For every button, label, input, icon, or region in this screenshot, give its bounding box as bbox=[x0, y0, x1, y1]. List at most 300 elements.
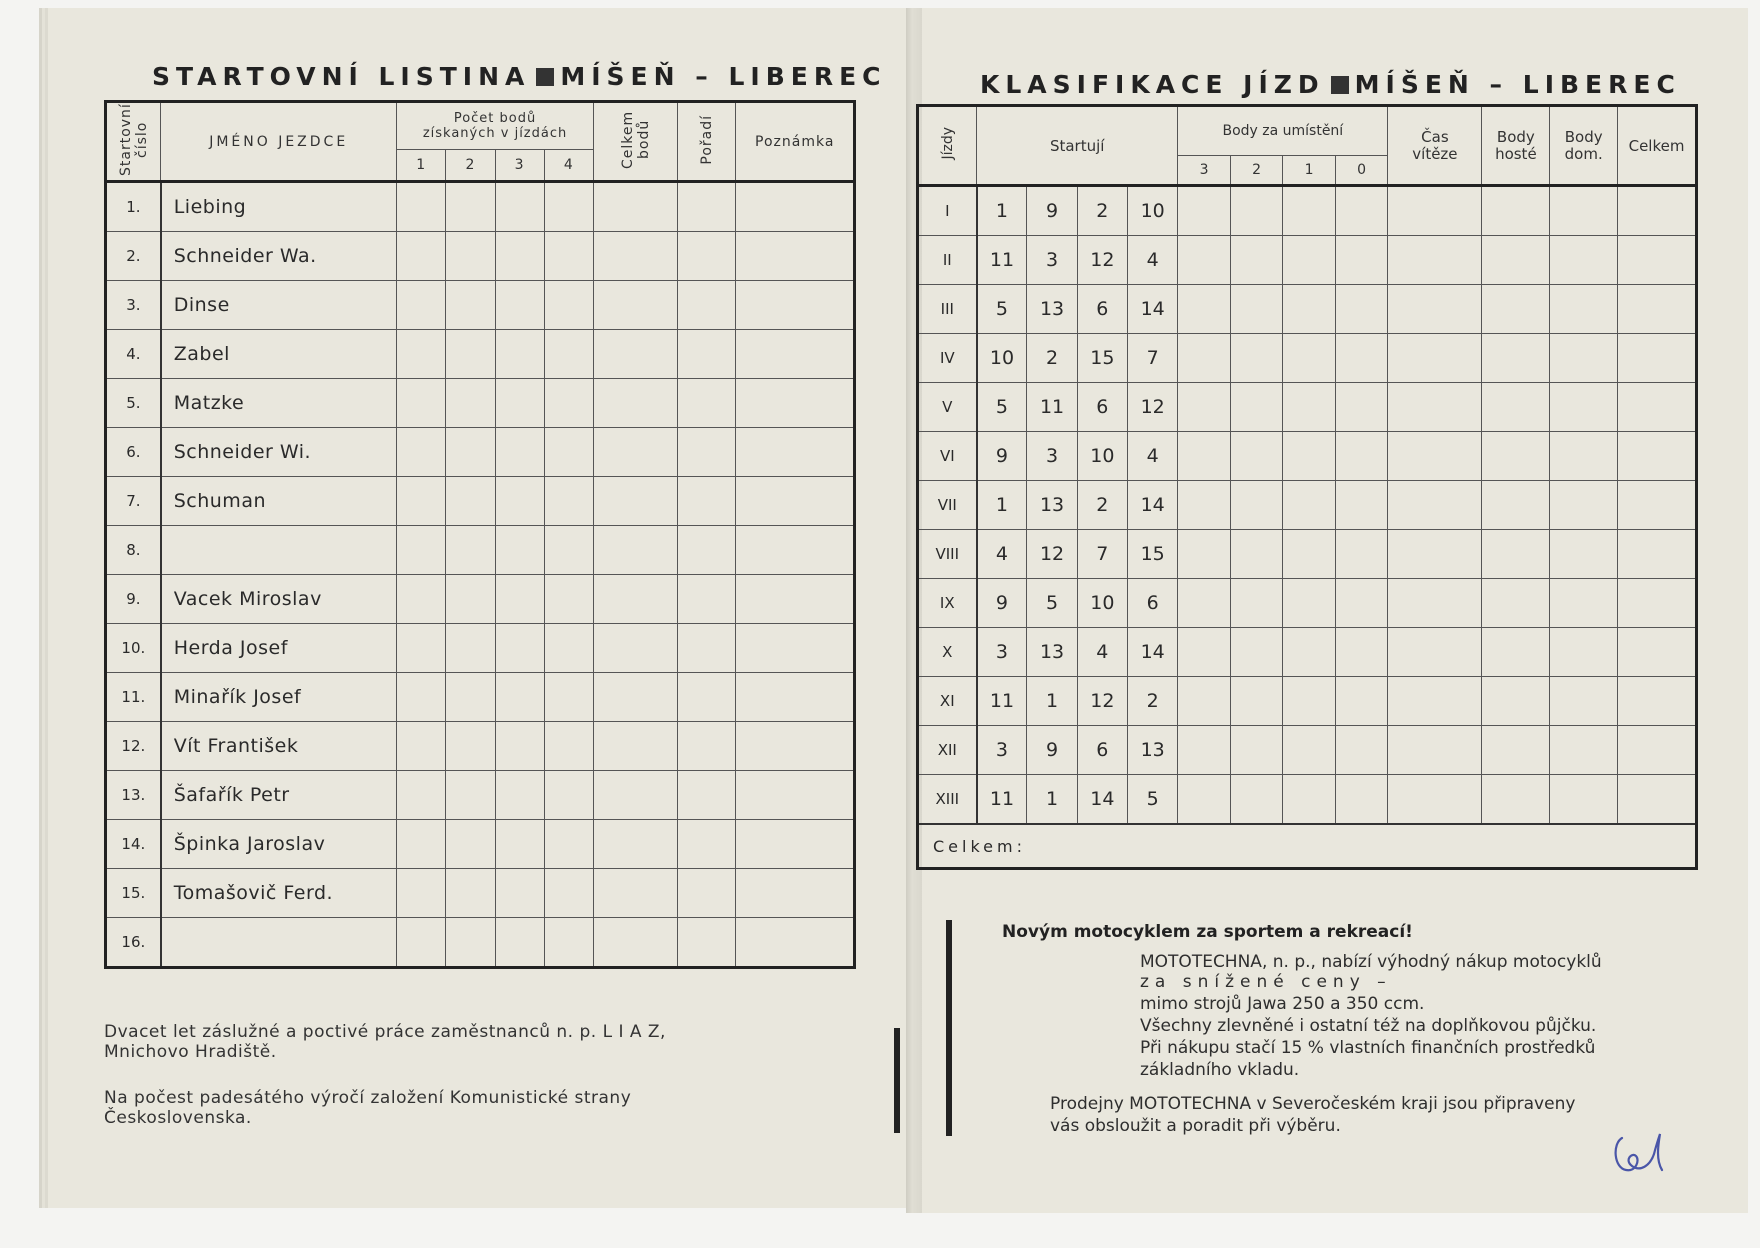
result-cell bbox=[1283, 334, 1336, 383]
header-starters: Startují bbox=[977, 106, 1178, 186]
heat-points-cell bbox=[446, 477, 495, 526]
starter-cell: 2 bbox=[1027, 334, 1077, 383]
result-cell bbox=[1618, 677, 1697, 726]
result-cell bbox=[1335, 628, 1388, 677]
note-cell bbox=[736, 428, 855, 477]
classification-title-place: MÍŠEŇ – LIBEREC bbox=[1354, 70, 1681, 99]
heat-points-cell bbox=[495, 182, 544, 232]
result-cell bbox=[1178, 775, 1231, 825]
start-list-title-place: MÍŠEŇ – LIBEREC bbox=[560, 62, 887, 91]
starter-cell: 14 bbox=[1128, 628, 1178, 677]
result-cell bbox=[1482, 334, 1550, 383]
total-points-cell bbox=[593, 330, 677, 379]
table-row bbox=[918, 628, 1697, 677]
result-cell bbox=[1482, 481, 1550, 530]
result-cell bbox=[1335, 334, 1388, 383]
rank-cell bbox=[678, 722, 736, 771]
result-cell bbox=[1283, 186, 1336, 236]
header-heat-3: 3 bbox=[495, 150, 544, 182]
note-cell bbox=[736, 624, 855, 673]
heat-points-cell bbox=[446, 379, 495, 428]
result-cell bbox=[1618, 334, 1697, 383]
result-cell bbox=[1482, 530, 1550, 579]
header-points: Počet bodů získaných v jízdách bbox=[397, 102, 594, 150]
heat-points-cell bbox=[544, 379, 593, 428]
heat-points-cell bbox=[397, 379, 446, 428]
table-row bbox=[106, 771, 855, 820]
total-points-cell bbox=[593, 526, 677, 575]
result-cell bbox=[1230, 186, 1283, 236]
heat-points-cell bbox=[495, 820, 544, 869]
result-cell bbox=[1388, 432, 1482, 481]
heat-points-cell bbox=[495, 526, 544, 575]
total-points-cell bbox=[593, 869, 677, 918]
starter-cell: 5 bbox=[977, 285, 1027, 334]
result-cell bbox=[1230, 726, 1283, 775]
heat-number: IX bbox=[918, 579, 977, 628]
heat-points-cell bbox=[495, 869, 544, 918]
result-cell bbox=[1482, 236, 1550, 285]
total-points-cell bbox=[593, 624, 677, 673]
start-number: 12. bbox=[106, 722, 161, 771]
table-row bbox=[918, 775, 1697, 825]
result-cell bbox=[1283, 775, 1336, 825]
ad-line-8: vás obsloužit a poradit při výběru. bbox=[1050, 1116, 1341, 1136]
result-cell bbox=[1618, 530, 1697, 579]
header-heat: Jízdy bbox=[918, 106, 977, 186]
rider-name: Liebing bbox=[161, 182, 397, 232]
result-cell bbox=[1230, 432, 1283, 481]
header-home-points: Body dom. bbox=[1550, 106, 1618, 186]
start-number: 4. bbox=[106, 330, 161, 379]
right-ad-bar bbox=[946, 920, 952, 1136]
start-number: 9. bbox=[106, 575, 161, 624]
rider-name: Zabel bbox=[161, 330, 397, 379]
heat-points-cell bbox=[397, 771, 446, 820]
heat-points-cell bbox=[495, 624, 544, 673]
rider-name: Herda Josef bbox=[161, 624, 397, 673]
header-guest-points: Body hosté bbox=[1482, 106, 1550, 186]
anniversary-line-1: Na počest padesátého výročí založení Komunistické strany bbox=[104, 1088, 632, 1108]
note-cell bbox=[736, 526, 855, 575]
heat-points-cell bbox=[446, 330, 495, 379]
result-cell bbox=[1230, 628, 1283, 677]
heat-points-cell bbox=[397, 232, 446, 281]
result-cell bbox=[1178, 432, 1231, 481]
starter-cell: 3 bbox=[977, 726, 1027, 775]
result-cell bbox=[1335, 775, 1388, 825]
starter-cell: 15 bbox=[1077, 334, 1127, 383]
rider-name: Šafařík Petr bbox=[161, 771, 397, 820]
rider-name: Špinka Jaroslav bbox=[161, 820, 397, 869]
result-cell bbox=[1482, 285, 1550, 334]
heat-points-cell bbox=[446, 281, 495, 330]
result-cell bbox=[1388, 677, 1482, 726]
starter-cell: 9 bbox=[977, 432, 1027, 481]
anniversary-text bbox=[104, 1088, 784, 1128]
rider-name: Schneider Wa. bbox=[161, 232, 397, 281]
starter-cell: 5 bbox=[977, 383, 1027, 432]
heat-points-cell bbox=[397, 918, 446, 968]
header-start-number: Startovní číslo bbox=[106, 102, 161, 182]
result-cell bbox=[1388, 236, 1482, 285]
ad-headline: Novým motocyklem za sportem a rekreací! bbox=[1002, 922, 1413, 942]
result-cell bbox=[1283, 579, 1336, 628]
result-cell bbox=[1178, 186, 1231, 236]
starter-cell: 14 bbox=[1128, 481, 1178, 530]
heat-points-cell bbox=[495, 575, 544, 624]
header-heat-1: 1 bbox=[397, 150, 446, 182]
heat-points-cell bbox=[495, 330, 544, 379]
starter-cell: 13 bbox=[1027, 481, 1077, 530]
result-cell bbox=[1618, 775, 1697, 825]
starter-cell: 12 bbox=[1077, 677, 1127, 726]
rider-name: Matzke bbox=[161, 379, 397, 428]
result-cell bbox=[1178, 530, 1231, 579]
heat-points-cell bbox=[544, 624, 593, 673]
result-cell bbox=[1618, 628, 1697, 677]
classification-title bbox=[980, 70, 1681, 99]
result-cell bbox=[1335, 579, 1388, 628]
handwritten-mark bbox=[1610, 1130, 1670, 1175]
ad-line-5: Při nákupu stačí 15 % vlastních finančních prostředků bbox=[1140, 1038, 1596, 1058]
starter-cell: 9 bbox=[977, 579, 1027, 628]
table-row bbox=[106, 673, 855, 722]
result-cell bbox=[1178, 628, 1231, 677]
header-heat-4: 4 bbox=[544, 150, 593, 182]
result-cell bbox=[1550, 726, 1618, 775]
table-row bbox=[918, 726, 1697, 775]
result-cell bbox=[1618, 481, 1697, 530]
result-cell bbox=[1230, 579, 1283, 628]
result-cell bbox=[1230, 530, 1283, 579]
table-row bbox=[106, 232, 855, 281]
result-cell bbox=[1283, 726, 1336, 775]
starter-cell: 5 bbox=[1128, 775, 1178, 825]
result-cell bbox=[1283, 285, 1336, 334]
ad-line-3: mimo strojů Jawa 250 a 350 ccm. bbox=[1140, 994, 1425, 1014]
starter-cell: 14 bbox=[1077, 775, 1127, 825]
table-row bbox=[106, 918, 855, 968]
rider-name: Minařík Josef bbox=[161, 673, 397, 722]
heat-points-cell bbox=[397, 624, 446, 673]
table-row bbox=[918, 579, 1697, 628]
result-cell bbox=[1335, 236, 1388, 285]
heat-number: III bbox=[918, 285, 977, 334]
result-cell bbox=[1482, 432, 1550, 481]
start-number: 13. bbox=[106, 771, 161, 820]
liaz-tribute-line-1: Dvacet let záslužné a poctivé práce zaměstnanců n. p. L I A Z, bbox=[104, 1022, 666, 1042]
heat-points-cell bbox=[446, 624, 495, 673]
heat-points-cell bbox=[495, 281, 544, 330]
table-row bbox=[918, 530, 1697, 579]
result-cell bbox=[1178, 383, 1231, 432]
heat-points-cell bbox=[495, 673, 544, 722]
heat-points-cell bbox=[397, 575, 446, 624]
heat-points-cell bbox=[397, 428, 446, 477]
table-row bbox=[918, 383, 1697, 432]
starter-cell: 2 bbox=[1128, 677, 1178, 726]
result-cell bbox=[1388, 628, 1482, 677]
heat-points-cell bbox=[397, 869, 446, 918]
result-cell bbox=[1618, 383, 1697, 432]
header-total-points: Celkem bodů bbox=[593, 102, 677, 182]
rank-cell bbox=[678, 379, 736, 428]
heat-points-cell bbox=[544, 918, 593, 968]
table-row bbox=[106, 428, 855, 477]
header-total: Celkem bbox=[1618, 106, 1697, 186]
table-row bbox=[918, 285, 1697, 334]
result-cell bbox=[1388, 726, 1482, 775]
rider-name: Dinse bbox=[161, 281, 397, 330]
rider-name: Tomašovič Ferd. bbox=[161, 869, 397, 918]
left-footer-bar bbox=[894, 1028, 900, 1133]
starter-cell: 1 bbox=[1027, 775, 1077, 825]
rank-cell bbox=[678, 477, 736, 526]
heat-points-cell bbox=[544, 820, 593, 869]
heat-points-cell bbox=[446, 232, 495, 281]
liaz-tribute-line-2: Mnichovo Hradiště. bbox=[104, 1042, 277, 1062]
heat-number: VIII bbox=[918, 530, 977, 579]
starter-cell: 11 bbox=[977, 775, 1027, 825]
heat-number: XII bbox=[918, 726, 977, 775]
note-cell bbox=[736, 771, 855, 820]
table-row bbox=[918, 677, 1697, 726]
result-cell bbox=[1550, 677, 1618, 726]
table-row bbox=[106, 820, 855, 869]
result-cell bbox=[1482, 186, 1550, 236]
result-cell bbox=[1283, 481, 1336, 530]
starter-cell: 11 bbox=[977, 677, 1027, 726]
rank-cell bbox=[678, 869, 736, 918]
header-placement-1: 1 bbox=[1283, 156, 1336, 186]
start-number: 8. bbox=[106, 526, 161, 575]
starter-cell: 1 bbox=[977, 186, 1027, 236]
result-cell bbox=[1388, 775, 1482, 825]
heat-points-cell bbox=[397, 526, 446, 575]
result-cell bbox=[1283, 677, 1336, 726]
rank-cell bbox=[678, 232, 736, 281]
rank-cell bbox=[678, 330, 736, 379]
starter-cell: 9 bbox=[1027, 726, 1077, 775]
result-cell bbox=[1550, 383, 1618, 432]
result-cell bbox=[1178, 481, 1231, 530]
table-row bbox=[106, 379, 855, 428]
header-heat-2: 2 bbox=[446, 150, 495, 182]
note-cell bbox=[736, 869, 855, 918]
heat-number: X bbox=[918, 628, 977, 677]
start-number: 6. bbox=[106, 428, 161, 477]
start-number: 14. bbox=[106, 820, 161, 869]
start-list-title-main: STARTOVNÍ LISTINA bbox=[152, 62, 531, 91]
result-cell bbox=[1388, 285, 1482, 334]
result-cell bbox=[1230, 677, 1283, 726]
total-points-cell bbox=[593, 918, 677, 968]
result-cell bbox=[1388, 579, 1482, 628]
rank-cell bbox=[678, 624, 736, 673]
heat-points-cell bbox=[446, 918, 495, 968]
heat-number: I bbox=[918, 186, 977, 236]
heat-points-cell bbox=[397, 820, 446, 869]
heat-points-cell bbox=[446, 771, 495, 820]
heat-points-cell bbox=[544, 428, 593, 477]
note-cell bbox=[736, 918, 855, 968]
starter-cell: 13 bbox=[1027, 285, 1077, 334]
result-cell bbox=[1550, 579, 1618, 628]
starter-cell: 3 bbox=[977, 628, 1027, 677]
heat-points-cell bbox=[495, 379, 544, 428]
header-placement-points: Body za umístění bbox=[1178, 106, 1388, 156]
result-cell bbox=[1335, 285, 1388, 334]
starter-cell: 3 bbox=[1027, 236, 1077, 285]
result-cell bbox=[1618, 579, 1697, 628]
total-points-cell bbox=[593, 477, 677, 526]
starter-cell: 12 bbox=[1027, 530, 1077, 579]
heat-points-cell bbox=[495, 771, 544, 820]
result-cell bbox=[1482, 775, 1550, 825]
total-points-cell bbox=[593, 182, 677, 232]
note-cell bbox=[736, 477, 855, 526]
table-row bbox=[918, 186, 1697, 236]
note-cell bbox=[736, 820, 855, 869]
heat-points-cell bbox=[446, 673, 495, 722]
result-cell bbox=[1335, 186, 1388, 236]
start-list-title bbox=[152, 62, 887, 91]
rank-cell bbox=[678, 771, 736, 820]
liaz-tribute-text bbox=[104, 1022, 784, 1062]
total-points-cell bbox=[593, 379, 677, 428]
classification-title-main: KLASIFIKACE JÍZD bbox=[980, 70, 1325, 99]
result-cell bbox=[1178, 677, 1231, 726]
note-cell bbox=[736, 330, 855, 379]
starter-cell: 15 bbox=[1128, 530, 1178, 579]
note-cell bbox=[736, 281, 855, 330]
result-cell bbox=[1388, 530, 1482, 579]
starter-cell: 6 bbox=[1077, 285, 1127, 334]
heat-points-cell bbox=[446, 182, 495, 232]
heat-points-cell bbox=[446, 869, 495, 918]
ad-line-6: základního vkladu. bbox=[1140, 1060, 1300, 1080]
result-cell bbox=[1482, 677, 1550, 726]
starter-cell: 10 bbox=[1077, 579, 1127, 628]
note-cell bbox=[736, 182, 855, 232]
starter-cell: 6 bbox=[1128, 579, 1178, 628]
heat-points-cell bbox=[544, 771, 593, 820]
heat-number: VI bbox=[918, 432, 977, 481]
heat-points-cell bbox=[397, 673, 446, 722]
result-cell bbox=[1283, 236, 1336, 285]
header-placement-0: 0 bbox=[1335, 156, 1388, 186]
heat-points-cell bbox=[446, 428, 495, 477]
rank-cell bbox=[678, 182, 736, 232]
rider-name bbox=[161, 526, 397, 575]
table-row bbox=[106, 281, 855, 330]
rider-name: Vít František bbox=[161, 722, 397, 771]
start-number: 11. bbox=[106, 673, 161, 722]
anniversary-line-2: Československa. bbox=[104, 1108, 252, 1128]
heat-points-cell bbox=[544, 232, 593, 281]
heat-points-cell bbox=[397, 722, 446, 771]
starter-cell: 1 bbox=[1027, 677, 1077, 726]
note-cell bbox=[736, 379, 855, 428]
starter-cell: 11 bbox=[977, 236, 1027, 285]
result-cell bbox=[1335, 432, 1388, 481]
starter-cell: 7 bbox=[1128, 334, 1178, 383]
rank-cell bbox=[678, 820, 736, 869]
result-cell bbox=[1283, 432, 1336, 481]
result-cell bbox=[1230, 481, 1283, 530]
start-list-body bbox=[106, 182, 855, 968]
starter-cell: 6 bbox=[1077, 726, 1127, 775]
heat-points-cell bbox=[446, 820, 495, 869]
result-cell bbox=[1618, 432, 1697, 481]
start-list-table bbox=[104, 100, 856, 969]
start-number: 16. bbox=[106, 918, 161, 968]
starter-cell: 4 bbox=[1128, 432, 1178, 481]
header-rank: Pořadí bbox=[678, 102, 736, 182]
heat-number: V bbox=[918, 383, 977, 432]
total-points-cell bbox=[593, 428, 677, 477]
result-cell bbox=[1178, 236, 1231, 285]
ad-line-4: Všechny zlevněné i ostatní též na doplňkovou půjčku. bbox=[1140, 1016, 1597, 1036]
starter-cell: 7 bbox=[1077, 530, 1127, 579]
rank-cell bbox=[678, 575, 736, 624]
header-placement-2: 2 bbox=[1230, 156, 1283, 186]
result-cell bbox=[1283, 628, 1336, 677]
total-points-cell bbox=[593, 281, 677, 330]
result-cell bbox=[1178, 579, 1231, 628]
starter-cell: 12 bbox=[1077, 236, 1127, 285]
result-cell bbox=[1388, 481, 1482, 530]
start-number: 10. bbox=[106, 624, 161, 673]
starter-cell: 6 bbox=[1077, 383, 1127, 432]
total-points-cell bbox=[593, 575, 677, 624]
result-cell bbox=[1388, 334, 1482, 383]
result-cell bbox=[1618, 236, 1697, 285]
table-row bbox=[918, 481, 1697, 530]
heat-points-cell bbox=[397, 281, 446, 330]
starter-cell: 1 bbox=[977, 481, 1027, 530]
result-cell bbox=[1283, 383, 1336, 432]
heat-points-cell bbox=[446, 722, 495, 771]
result-cell bbox=[1550, 530, 1618, 579]
result-cell bbox=[1230, 775, 1283, 825]
result-cell bbox=[1178, 726, 1231, 775]
rider-name: Schuman bbox=[161, 477, 397, 526]
start-number: 7. bbox=[106, 477, 161, 526]
total-points-cell bbox=[593, 771, 677, 820]
starter-cell: 13 bbox=[1128, 726, 1178, 775]
rider-name: Schneider Wi. bbox=[161, 428, 397, 477]
heat-points-cell bbox=[495, 477, 544, 526]
table-row bbox=[106, 526, 855, 575]
table-row bbox=[918, 334, 1697, 383]
heat-points-cell bbox=[544, 281, 593, 330]
starter-cell: 4 bbox=[977, 530, 1027, 579]
starter-cell: 11 bbox=[1027, 383, 1077, 432]
starter-cell: 5 bbox=[1027, 579, 1077, 628]
result-cell bbox=[1618, 726, 1697, 775]
heat-points-cell bbox=[544, 722, 593, 771]
table-row bbox=[106, 624, 855, 673]
classification-body bbox=[918, 186, 1697, 869]
starter-cell: 4 bbox=[1077, 628, 1127, 677]
ad-line-7: Prodejny MOTOTECHNA v Severočeském kraji jsou připraveny bbox=[1050, 1094, 1576, 1114]
result-cell bbox=[1178, 285, 1231, 334]
result-cell bbox=[1388, 383, 1482, 432]
header-placement-3: 3 bbox=[1178, 156, 1231, 186]
starter-cell: 3 bbox=[1027, 432, 1077, 481]
